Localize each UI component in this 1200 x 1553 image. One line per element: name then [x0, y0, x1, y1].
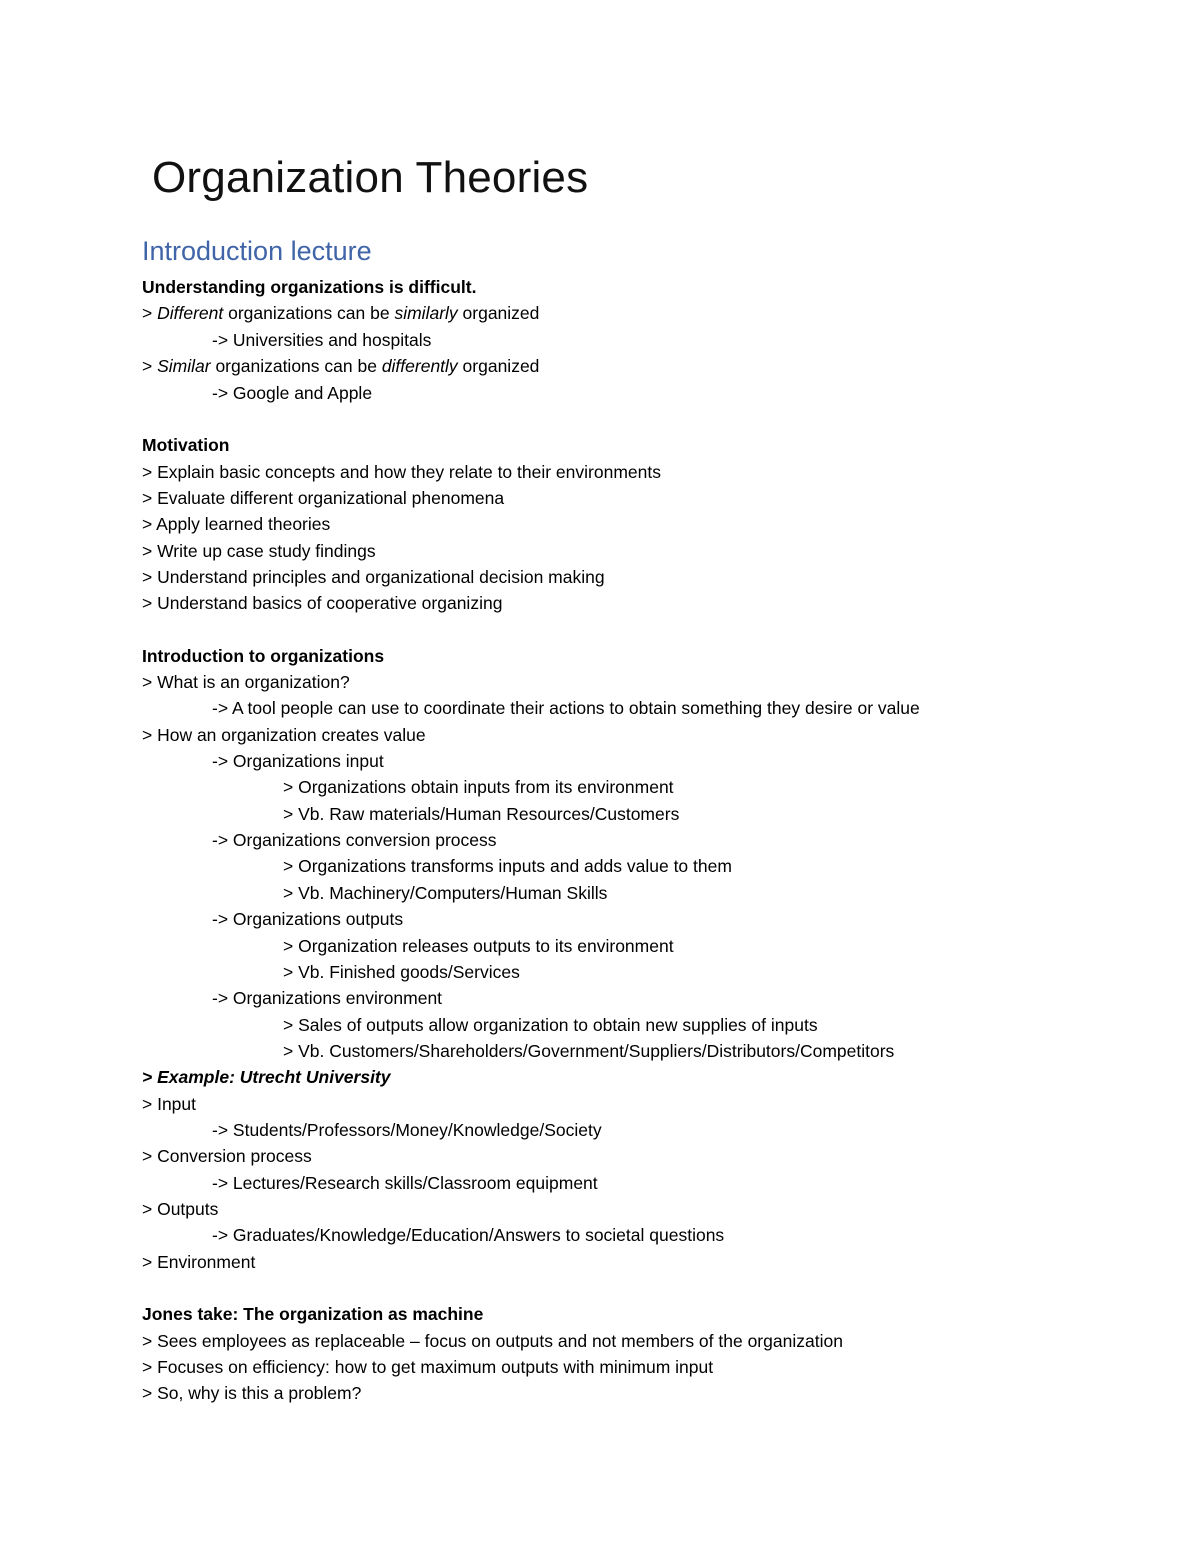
bullet-line: > How an organization creates value [142, 725, 426, 745]
bullet-line: > What is an organization? [142, 672, 350, 692]
sub-bullet-line: -> Universities and hospitals [212, 330, 432, 350]
sub-sub-bullet-line: > Vb. Machinery/Computers/Human Skills [283, 883, 608, 903]
heading-jones-take: Jones take: The organization as machine [142, 1304, 484, 1324]
sub-sub-bullet-line: > Organization releases outputs to its environment [283, 936, 674, 956]
heading-understanding: Understanding organizations is difficult. [142, 277, 477, 297]
bullet-line: > Write up case study findings [142, 541, 376, 561]
sub-bullet-line: -> Organizations outputs [212, 909, 404, 929]
sub-bullet-line: -> Graduates/Knowledge/Education/Answers to societal questions [212, 1225, 725, 1245]
sub-bullet-line: -> Google and Apple [212, 383, 373, 403]
bullet-line: > Sees employees as replaceable – focus on outputs and not members of the organization [142, 1331, 843, 1351]
bullet-line: > Environment [142, 1252, 256, 1272]
bullet-line: > Different organizations can be similarly organized [142, 303, 540, 323]
sub-sub-bullet-line: > Sales of outputs allow organization to obtain new supplies of inputs [283, 1015, 818, 1035]
sub-sub-bullet-line: > Vb. Finished goods/Services [283, 962, 520, 982]
section-subtitle: Introduction lecture [142, 236, 372, 266]
document-title: Organization Theories [152, 153, 589, 202]
bullet-line: > Similar organizations can be differently organized [142, 356, 540, 376]
bullet-line: > Understand principles and organizational decision making [142, 567, 605, 587]
bullet-line: > Explain basic concepts and how they relate to their environments [142, 462, 661, 482]
bullet-line: > Input [142, 1094, 197, 1114]
sub-bullet-line: -> Organizations environment [212, 988, 443, 1008]
bullet-line: > Conversion process [142, 1146, 312, 1166]
bullet-line: > Outputs [142, 1199, 219, 1219]
sub-bullet-line: -> Students/Professors/Money/Knowledge/Society [212, 1120, 602, 1140]
heading-motivation: Motivation [142, 435, 230, 455]
bullet-line: > Understand basics of cooperative organizing [142, 593, 503, 613]
sub-bullet-line: -> Lectures/Research skills/Classroom equipment [212, 1173, 598, 1193]
bullet-line: > Focuses on efficiency: how to get maximum outputs with minimum input [142, 1357, 714, 1377]
sub-bullet-line: -> Organizations conversion process [212, 830, 497, 850]
example-heading: > Example: Utrecht University [142, 1067, 391, 1087]
sub-sub-bullet-line: > Organizations obtain inputs from its environment [283, 777, 674, 797]
sub-bullet-line: -> Organizations input [212, 751, 384, 771]
sub-bullet-line: -> A tool people can use to coordinate their actions to obtain something they desire or value [212, 698, 920, 718]
sub-sub-bullet-line: > Vb. Customers/Shareholders/Government/Suppliers/Distributors/Competitors [283, 1041, 895, 1061]
sub-sub-bullet-line: > Vb. Raw materials/Human Resources/Customers [283, 804, 680, 824]
bullet-line: > Evaluate different organizational phenomena [142, 488, 505, 508]
bullet-line: > So, why is this a problem? [142, 1383, 362, 1403]
heading-intro-organizations: Introduction to organizations [142, 646, 385, 666]
sub-sub-bullet-line: > Organizations transforms inputs and adds value to them [283, 856, 732, 876]
bullet-line: > Apply learned theories [142, 514, 331, 534]
